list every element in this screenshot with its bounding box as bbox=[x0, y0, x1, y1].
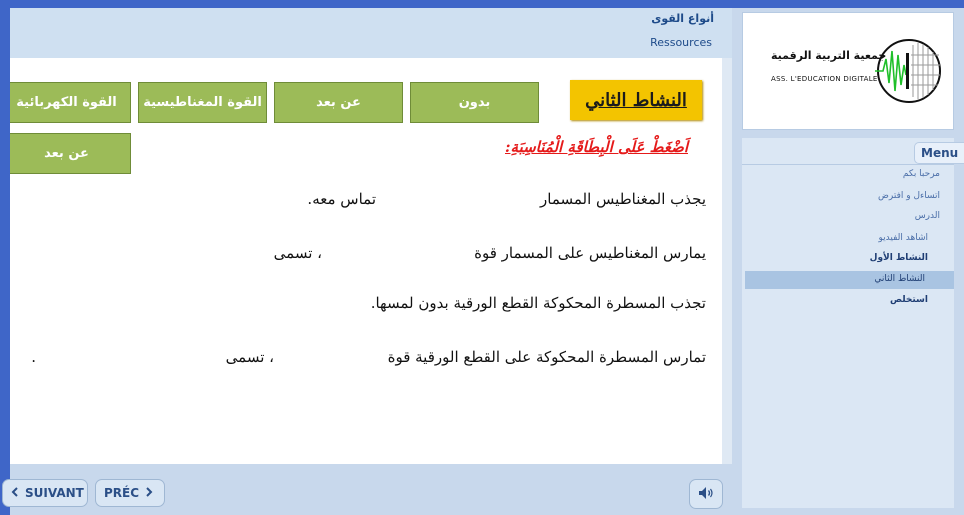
slide-content bbox=[10, 58, 722, 464]
sentence-4-start: تمارس المسطرة المحكوكة على القطع الورقية قوة bbox=[387, 348, 706, 366]
sentence-4-mid: ، تسمى bbox=[225, 348, 274, 366]
answer-card-without[interactable]: بدون bbox=[410, 82, 539, 123]
sentence-4-end: . bbox=[31, 348, 36, 366]
answer-card-magnetic-force[interactable]: القوة المغناطيسية bbox=[138, 82, 267, 123]
sentence-2-start: يمارس المغناطيس على المسمار قوة bbox=[474, 244, 706, 262]
activity-title: النشاط الثاني bbox=[570, 80, 702, 120]
next-button[interactable] bbox=[2, 479, 88, 507]
speaker-icon bbox=[698, 485, 714, 504]
menu-item-activity-2: النشاط الثاني bbox=[874, 274, 925, 284]
menu-divider bbox=[742, 164, 954, 165]
answer-card-electric-force[interactable]: القوة الكهربائية bbox=[10, 82, 131, 123]
header-strip bbox=[10, 8, 732, 58]
menu-item-activity-1[interactable]: النشاط الأول bbox=[869, 253, 928, 263]
menu-item-lesson[interactable]: الدرس bbox=[914, 211, 940, 221]
chevron-left-icon bbox=[11, 486, 19, 500]
association-logo bbox=[742, 12, 954, 130]
course-title: أنواع القوى bbox=[651, 12, 714, 25]
menu-tab[interactable]: Menu bbox=[914, 142, 964, 164]
sound-button[interactable] bbox=[689, 479, 723, 509]
next-button-label: SUIVANT bbox=[25, 486, 84, 500]
sentence-2-end: ، تسمى bbox=[273, 244, 322, 262]
instruction-text: اَضْغَطْ عَلَى الْبِطَاقَةِ الْمُنَاسِبَةِ: bbox=[505, 138, 688, 156]
resources-link[interactable]: Ressources bbox=[650, 36, 712, 49]
sentence-1-start: يجذب المغناطيس المسمار bbox=[540, 190, 706, 208]
answer-card-at-distance-2[interactable]: عن بعد bbox=[10, 133, 131, 174]
menu-item-conclude[interactable]: استخلص bbox=[889, 295, 928, 305]
menu-item-activity-2-row[interactable] bbox=[745, 271, 954, 289]
logo-emblem-icon bbox=[871, 35, 943, 107]
previous-button[interactable] bbox=[95, 479, 165, 507]
logo-name-french: ASS. L'EDUCATION DIGITALE bbox=[771, 75, 878, 83]
menu-item-wonder-hypothesize[interactable]: اتساءل و افترض bbox=[878, 191, 940, 201]
slide-scroll-gutter bbox=[722, 58, 732, 464]
menu-item-watch-video[interactable]: اشاهد الفيديو bbox=[878, 233, 928, 243]
sentence-3: تجذب المسطرة المحكوكة القطع الورقية بدون لمسها. bbox=[370, 294, 706, 312]
chevron-right-icon bbox=[145, 486, 153, 500]
menu-item-welcome[interactable]: مرحبا بكم bbox=[902, 169, 940, 179]
sentence-1-end: تماس معه. bbox=[307, 190, 376, 208]
answer-card-at-distance[interactable]: عن بعد bbox=[274, 82, 403, 123]
logo-name-arabic: جمعية التربية الرقمية bbox=[771, 49, 887, 62]
previous-button-label: PRÉC bbox=[104, 486, 140, 500]
